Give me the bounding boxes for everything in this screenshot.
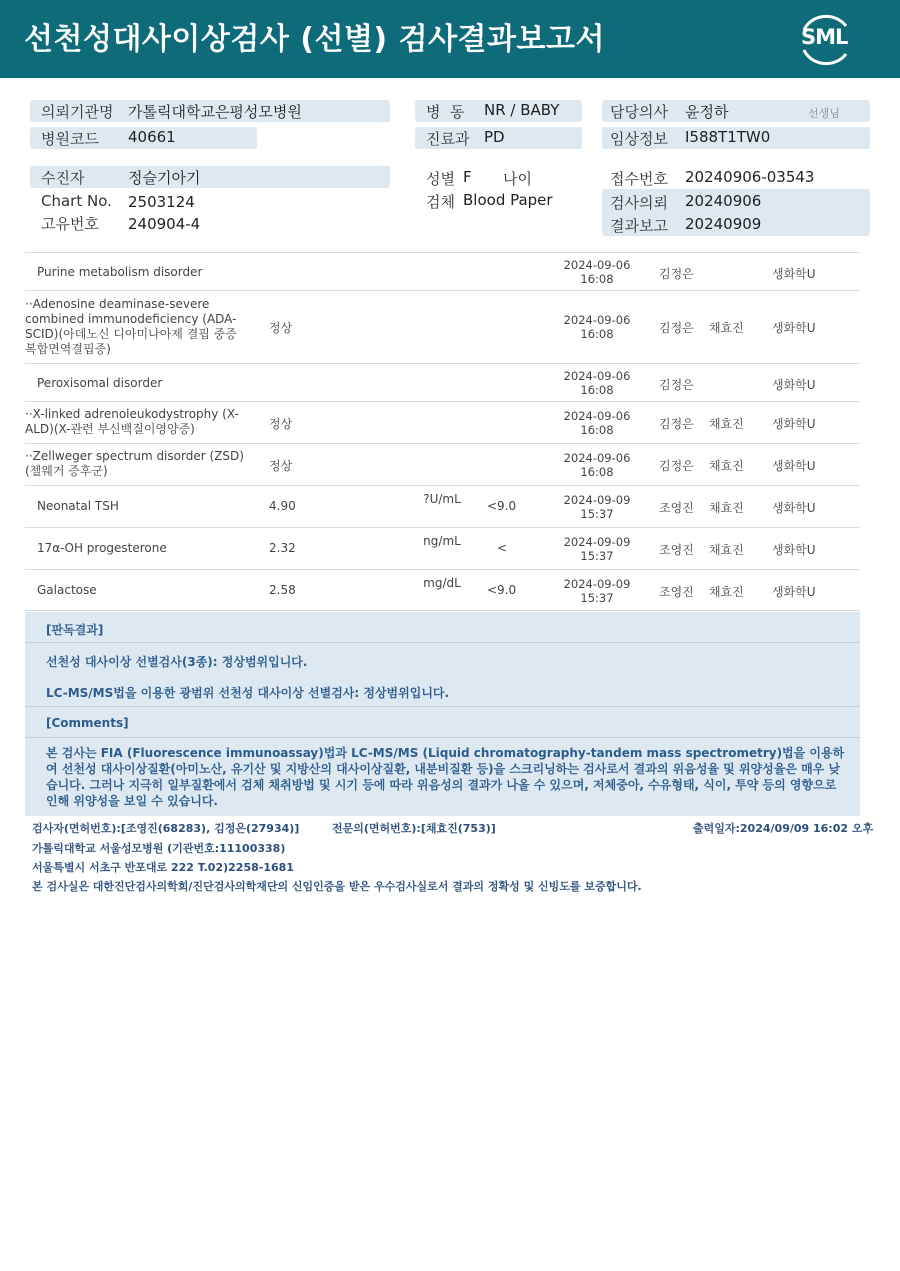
test-name: ··Adenosine deaminase-severe combined immunodeficiency (ADA-SCID)(아데노신 디아미나아제 결핍 중증 복합면역결핍증): [25, 297, 237, 356]
sex-value: F: [463, 168, 472, 186]
result-date: 2024-09-06 16:08: [563, 409, 631, 437]
organization-info: 가톨릭대학교 서울성모병원 (기관번호:11100338): [32, 842, 286, 855]
testers-info: 검사자(면허번호):[조영진(68283), 김정은(27934)]: [32, 822, 300, 835]
tech-name: 조영진: [659, 585, 694, 599]
report-value: 20240909: [685, 215, 762, 233]
report-title: 선천성대사이상검사 (선별) 검사결과보고서: [24, 22, 605, 57]
table-row: [25, 363, 860, 401]
receipt-value: 20240906-03543: [685, 168, 815, 186]
hospital-code-value: 40661: [128, 128, 176, 146]
receipt-label: 접수번호: [610, 170, 668, 188]
specimen-label: 검체: [426, 193, 455, 211]
test-name: ··X-linked adrenoleukodystrophy (X-ALD)(X-관련 부신백질이영양증): [25, 407, 239, 436]
comments-heading: [Comments]: [46, 716, 129, 730]
chart-value: 2503124: [128, 193, 195, 211]
result-date: 2024-09-06 16:08: [563, 258, 631, 286]
printed-date: 출력일자:2024/09/09 16:02 오후: [693, 822, 874, 835]
result-date: 2024-09-06 16:08: [563, 451, 631, 479]
table-row: [25, 485, 860, 527]
tech-name: 김정은: [659, 459, 694, 473]
test-result: 정상: [269, 459, 293, 473]
result-date: 2024-09-06 16:08: [563, 313, 631, 341]
dept-name: 생화학U: [772, 321, 816, 335]
test-name: Peroxisomal disorder: [37, 376, 163, 390]
doctor-label: 담당의사: [610, 103, 668, 121]
clinical-value: I588T1TW0: [685, 128, 771, 146]
specialist-info: 전문의(면허번호):[채효진(753)]: [332, 822, 496, 835]
test-name: Neonatal TSH: [37, 499, 119, 513]
dept-value: PD: [484, 128, 505, 146]
doctor-name: 채효진: [709, 543, 744, 557]
result-date: 2024-09-09 15:37: [563, 535, 631, 563]
table-row: [25, 252, 860, 290]
reference-range: <9.0: [487, 499, 517, 513]
dept-name: 생화학U: [772, 501, 816, 515]
specimen-value: Blood Paper: [463, 191, 553, 209]
clinical-label: 임상정보: [610, 130, 668, 148]
interpretation-heading: [판독결과]: [46, 623, 104, 637]
patient-value: 정슬기아기: [128, 169, 201, 187]
report-label: 결과보고: [610, 217, 668, 235]
institution-value: 가톨릭대학교은평성모병원: [128, 103, 302, 121]
divider: [25, 642, 860, 643]
tech-name: 김정은: [659, 267, 694, 281]
doctor-name: 채효진: [709, 459, 744, 473]
reference-range: <9.0: [487, 583, 517, 597]
dept-name: 생화학U: [772, 267, 816, 281]
test-result: 정상: [269, 417, 293, 431]
unique-value: 240904-4: [128, 215, 201, 233]
unique-label: 고유번호: [41, 215, 99, 233]
sex-label: 성별: [426, 170, 455, 188]
doctor-value: 윤정하: [685, 103, 729, 121]
dept-name: 생화학U: [772, 585, 816, 599]
results-table: [25, 252, 860, 611]
tech-name: 조영진: [659, 501, 694, 515]
dept-name: 생화학U: [772, 543, 816, 557]
test-unit: ng/mL: [423, 534, 461, 548]
test-name: 17α-OH progesterone: [37, 541, 167, 555]
ward-value: NR / BABY: [484, 101, 560, 119]
interpretation-panel: [25, 612, 860, 816]
logo-text: SML: [801, 25, 848, 49]
table-row: [25, 290, 860, 363]
dept-name: 생화학U: [772, 378, 816, 392]
test-name: ··Zellweger spectrum disorder (ZSD)(젤웨거 증후군): [25, 449, 244, 478]
request-value: 20240906: [685, 192, 762, 210]
test-result: 4.90: [269, 499, 296, 513]
ward-label: 병 동: [426, 103, 465, 121]
institution-label: 의뢰기관명: [41, 103, 114, 121]
test-name: Purine metabolism disorder: [37, 265, 203, 279]
doctor-name: 채효진: [709, 417, 744, 431]
tech-name: 김정은: [659, 378, 694, 392]
table-row: [25, 401, 860, 443]
tech-name: 김정은: [659, 417, 694, 431]
dept-name: 생화학U: [772, 459, 816, 473]
divider: [25, 706, 860, 707]
dept-label: 진료과: [426, 130, 470, 148]
test-result: 2.58: [269, 583, 296, 597]
divider: [25, 737, 860, 738]
result-date: 2024-09-09 15:37: [563, 577, 631, 605]
doctor-suffix: 선생님: [808, 107, 840, 120]
result-date: 2024-09-09 15:37: [563, 493, 631, 521]
table-row: [25, 443, 860, 485]
interpretation-line-1: 선천성 대사이상 선별검사(3종): 정상범위입니다.: [46, 655, 308, 669]
doctor-name: 채효진: [709, 585, 744, 599]
reference-range: <: [497, 541, 508, 555]
test-unit: mg/dL: [423, 576, 461, 590]
hospital-code-label: 병원코드: [41, 130, 99, 148]
chart-label: Chart No.: [41, 192, 112, 210]
table-row: [25, 569, 860, 611]
test-unit: ?U/mL: [423, 492, 461, 506]
interpretation-line-2: LC-MS/MS법을 이용한 광범위 선천성 대사이상 선별검사: 정상범위입니다.: [46, 686, 450, 700]
address-info: 서울특별시 서초구 반포대로 222 T.02)2258-1681: [32, 861, 294, 874]
report-header: [0, 0, 900, 78]
test-result: 2.32: [269, 541, 296, 555]
comments-text: 본 검사는 FIA (Fluorescence immunoassay)법과 LC-MS/MS (Liquid chromatography-tandem mass spectrometry)법을 이용하여 선천성 대사이상질환(아미노산, 유기산 및 지방산의 대사이상질환, 내분비질환 등)을 스크리닝하는 검사로서 결과의 위음성율 및 위양성율은 매우 낮습니다. 그러나 지극히 일부질환에서 검체 채취방법 및 시기 등에 따라 위음성의 결과가 나올 수 있으며, 저체중아, 수유형태, 식이, 투약 등의 영향으로 인해 위양성을 보일 수 있습니다.: [46, 746, 845, 808]
test-result: 정상: [269, 321, 293, 335]
dept-name: 생화학U: [772, 417, 816, 431]
certification-note: 본 검사실은 대한진단검사의학회/진단검사의학재단의 신임인증을 받은 우수검사실로서 결과의 정확성 및 신빙도를 보증합니다.: [32, 880, 642, 893]
result-date: 2024-09-06 16:08: [563, 369, 631, 397]
doctor-name: 채효진: [709, 321, 744, 335]
tech-name: 조영진: [659, 543, 694, 557]
tech-name: 김정은: [659, 321, 694, 335]
sml-logo: [796, 12, 854, 66]
doctor-name: 채효진: [709, 501, 744, 515]
test-name: Galactose: [37, 583, 97, 597]
table-row: [25, 527, 860, 569]
request-label: 검사의뢰: [610, 194, 668, 212]
patient-label: 수진자: [41, 169, 85, 187]
age-label: 나이: [503, 170, 532, 188]
